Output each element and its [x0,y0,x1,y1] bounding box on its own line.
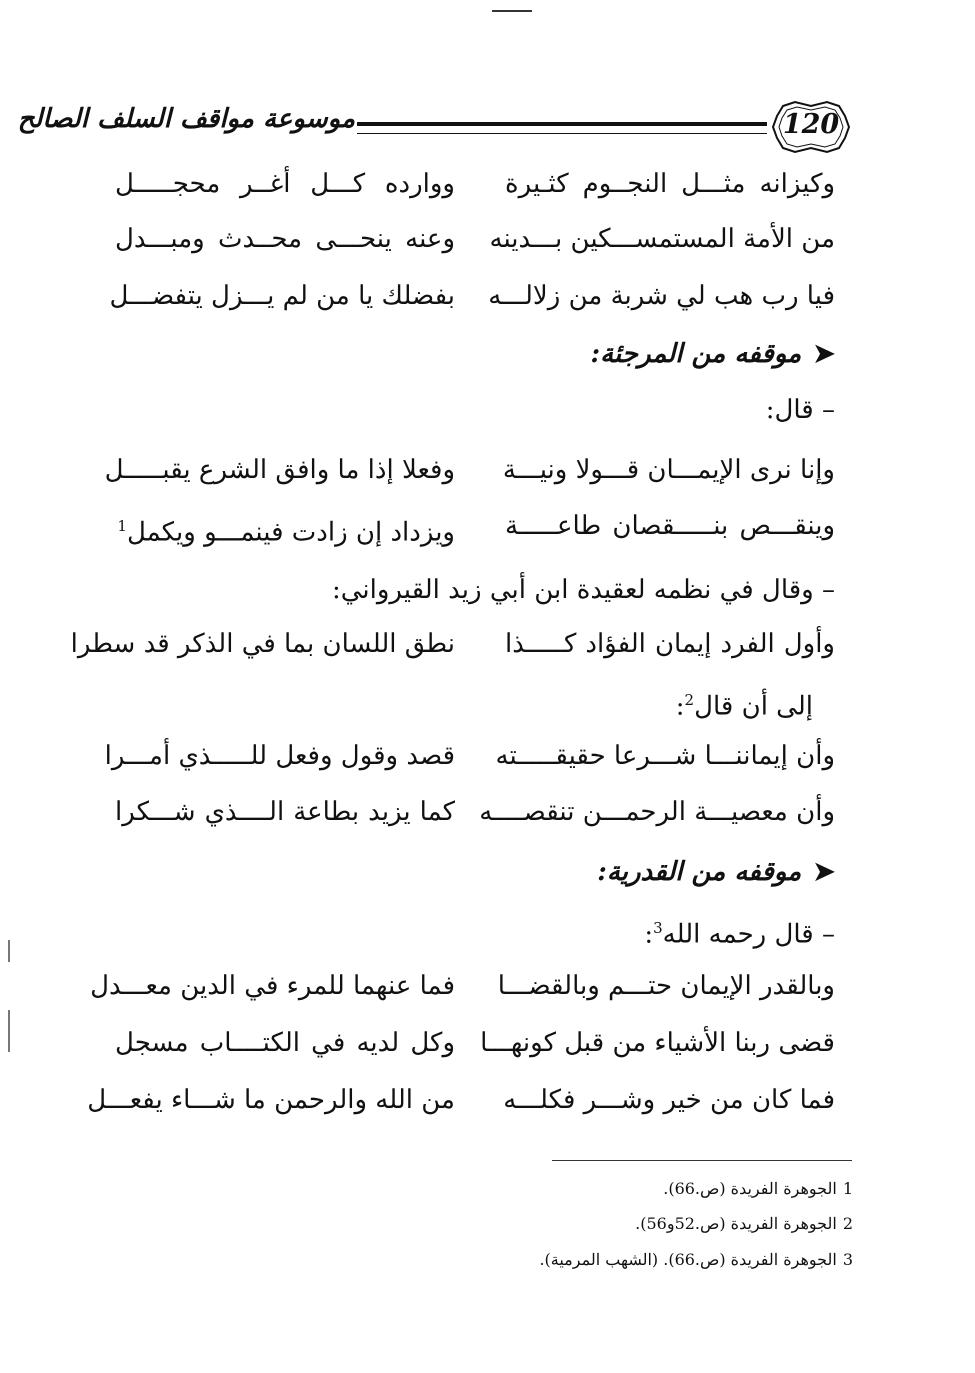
footnote [539,1249,853,1271]
intro-text: إلى أن قال [694,691,813,722]
section-heading-text: موقفه من القدرية: [597,857,802,887]
footnote-text: الجوهرة الفريدة (ص.66). (الشهب المرمية). [539,1250,837,1269]
verse-hemistich-left: كما يزيد بطاعة الــــذي شـــكرا [115,797,455,827]
intro-line: – وقال في نظمه لعقيدة ابن أبي زيد القيرواني: [331,575,835,605]
footnote-marker: 2 [684,691,695,709]
verse-hemistich-left: فما عنهما للمرء في الدين معـــدل [90,971,455,1001]
verse-hemistich-right: فما كان من خير وشـــر فكلـــه [503,1085,835,1115]
verse-hemistich-right: قضى ربنا الأشياء من قبل كونهـــا [480,1028,835,1058]
intro-colon: : [644,919,654,950]
footnote-text: الجوهرة الفريدة (ص.52و56). [635,1214,837,1233]
verse-hemistich-left: وكل لديه في الكتــــاب مسجل [115,1028,455,1058]
intro-colon: : [675,691,685,722]
verse-hemistich-left: ووارده كـــل أغــر محجـــــل [115,169,455,199]
section-heading-text: موقفه من المرجئة: [590,339,802,369]
section-heading [591,334,835,374]
verse-hemistich-left: من الله والرحمن ما شـــاء يفعـــل [87,1085,455,1115]
verse-hemistich-right: وإنا نرى الإيمـــان قـــولا ونيـــة [502,455,835,485]
verse-hemistich-left: نطق اللسان بما في الذكر قد سطرا [70,629,455,659]
intro-line: – قال: [765,395,835,425]
verse-hemistich-right: وبالقدر الإيمان حتـــم وبالقضـــا [497,971,835,1001]
verse-text: ويزداد إن زادت فينمـــو ويكمل [126,517,455,548]
footnote-number: 3 [842,1250,853,1269]
footnote [635,1213,853,1235]
verse-hemistich-left: بفضلك يا من لم يـــزل يتفضـــل [109,281,455,311]
verse-hemistich-right: من الأمة المستمســـكين بـــدينه [489,224,835,254]
verse-hemistich-left [115,506,455,553]
footnote-number: 2 [842,1214,853,1233]
intro-line [676,680,813,727]
verse-hemistich-right: وأن معصيـــة الرحمـــن تنقصــــه [479,797,835,827]
verse-hemistich-right: وأول الفرد إيمان الفؤاد كـــــذا [505,629,835,659]
verse-hemistich-right: وكيزانه مثـــل النجــوم كثـيرة [505,169,835,199]
footnote-marker: 1 [117,517,127,535]
verse-hemistich-right: وينقـــص بنـــــقصان طاعـــــة [505,511,835,541]
footnote-number: 1 [842,1179,853,1198]
series-title: موسوعة مواقف السلف الصالح [17,104,355,134]
footnote [663,1178,853,1200]
footnote-text: الجوهرة الفريدة (ص.66). [663,1179,837,1198]
footnote-marker: 3 [653,919,663,937]
verse-hemistich-left: وعنه ينحـــى محــدث ومبـــدل [115,224,455,254]
verse-hemistich-left: قصد وقول وفعل للـــــذي أمـــرا [104,741,455,771]
verse-hemistich-right: وأن إيماننـــا شـــرعا حقيقـــــته [495,741,835,771]
verse-hemistich-left: وفعلا إذا ما وافق الشرع يقبـــــل [104,455,455,485]
intro-line [644,908,835,955]
page-number: 120 [782,109,840,140]
section-heading [597,852,835,892]
arrow-bullet-icon: ➤ [813,857,835,887]
verse-hemistich-right: فيا رب هب لي شربة من زلالـــه [488,281,835,311]
arrow-bullet-icon: ➤ [813,339,835,369]
intro-text: – قال رحمه الله [662,919,835,950]
footnote-rule [552,1160,852,1161]
